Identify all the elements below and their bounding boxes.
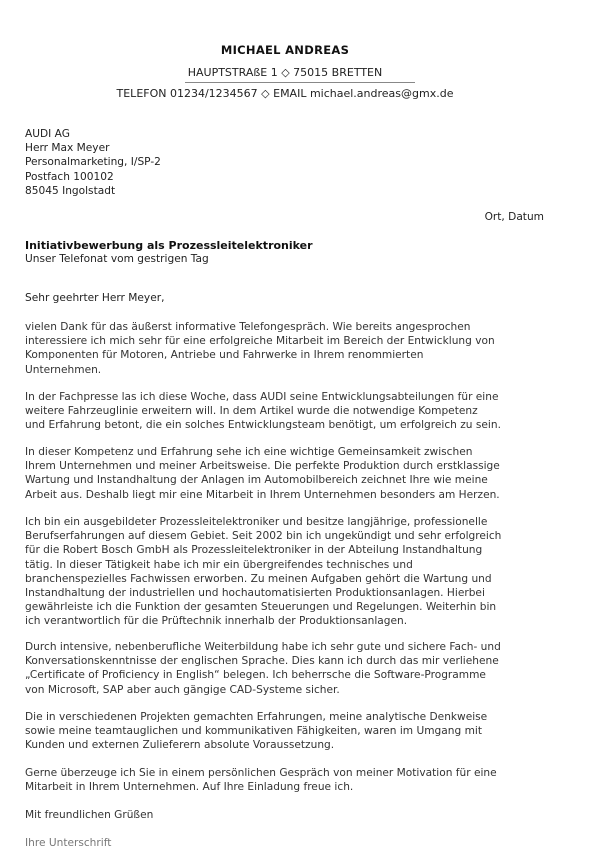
paragraph-line: Arbeit aus. Deshalb liegt mir eine Mitarbeit in Ihrem Unternehmen besonders am Herzen.: [25, 488, 500, 501]
paragraph-line: gewährleiste ich die Funktion der gesamten Steuerungen und Regelungen. Weiterhin bin: [25, 601, 497, 614]
place-date: Ort, Datum: [484, 211, 544, 223]
paragraph-line: vielen Dank für das äußerst informative Telefongespräch. Wie bereits angesprochen: [25, 321, 471, 333]
paragraph-3: [25, 445, 545, 502]
recipient-department: Personalmarketing, I/SP-2: [25, 156, 161, 169]
paragraph-line: Konversationskenntnisse der englischen Sprache. Dies kann ich durch das mir verliehene: [25, 655, 499, 668]
paragraph-line: In dieser Kompetenz und Erfahrung sehe ich eine wichtige Gemeinsamkeit zwischen: [25, 446, 473, 458]
paragraph-line: Berufserfahrungen auf diesem Gebiet. Seit 2002 bin ich ungekündigt und sehr erfolgreich: [25, 530, 502, 543]
sender-contact: TELEFON 01234/1234567 ◇ EMAIL michael.andreas@gmx.de: [116, 87, 454, 100]
recipient-company: AUDI AG: [25, 128, 70, 140]
letter-reference: Unser Telefonat vom gestrigen Tag: [25, 253, 209, 265]
paragraph-line: weitere Fahrzeuglinie erweitern will. In dem Artikel wurde die notwendige Kompetenz: [25, 405, 478, 418]
closing-phrase: Mit freundlichen Grüßen: [25, 809, 154, 821]
paragraph-line: Durch intensive, nebenberufliche Weiterbildung habe ich sehr gute und sichere Fach- und: [25, 641, 501, 653]
salutation: Sehr geehrter Herr Meyer,: [25, 292, 165, 304]
paragraph-line: „Certificate of Proficiency in English“ belegen. Ich beherrsche die Software-Programme: [25, 669, 486, 682]
paragraph-6: [25, 710, 545, 753]
paragraph-line: Mitarbeit in Ihrem Unternehmen. Auf Ihre Einladung freue ich.: [25, 781, 354, 794]
recipient-postbox: Postfach 100102: [25, 170, 114, 183]
paragraph-line: von Microsoft, SAP aber auch gängige CAD-Systeme sicher.: [25, 683, 340, 696]
paragraph-line: In der Fachpresse las ich diese Woche, dass AUDI seine Entwicklungsabteilungen für eine: [25, 391, 499, 403]
recipient-city: 85045 Ingolstadt: [25, 184, 116, 197]
letter-subject: Initiativbewerbung als Prozessleitelektroniker: [25, 239, 313, 252]
paragraph-1: [25, 320, 545, 377]
signature-placeholder: Ihre Unterschrift: [25, 837, 112, 849]
paragraph-line: Unternehmen.: [25, 363, 102, 376]
sender-address: HAUPTSTRAßE 1 ◇ 75015 BRETTEN: [187, 66, 383, 79]
paragraph-line: für die Robert Bosch GmbH als Prozessleitelektroniker in der Abteilung Instandhaltung: [25, 544, 483, 557]
recipient-block: [25, 127, 161, 198]
paragraph-line: Gerne überzeuge ich Sie in einem persönlichen Gespräch von meiner Motivation für eine: [25, 767, 497, 779]
paragraph-line: sowie meine teamtauglichen und kommunikativen Fähigkeiten, waren im Umgang mit: [25, 725, 482, 738]
paragraph-line: ich verantwortlich für die Prüftechnik innerhalb der Produktionsanlagen.: [25, 615, 408, 628]
paragraph-line: Ich bin ein ausgebildeter Prozessleitelektroniker und besitze langjährige, professionelle: [25, 516, 488, 528]
paragraph-5: [25, 640, 545, 697]
paragraph-line: Ihrem Unternehmen und meiner Arbeitsweise. Die perfekte Produktion durch erstklassige: [25, 460, 500, 473]
paragraph-line: tätig. In dieser Tätigkeit habe ich mir ein übergreifendes technisches und: [25, 558, 413, 571]
paragraph-7: [25, 766, 545, 794]
paragraph-line: Kunden und externen Zulieferern absolute Voraussetzung.: [25, 739, 335, 752]
recipient-person: Herr Max Meyer: [25, 142, 110, 155]
paragraph-line: branchenspezielles Fachwissen erworben. Zu meinen Aufgaben gehört die Wartung und: [25, 572, 492, 585]
paragraph-2: [25, 390, 545, 433]
paragraph-line: und Erfahrung betont, die ein solches Entwicklungsteam benötigt, um erfolgreich zu sein.: [25, 419, 501, 432]
paragraph-line: Wartung und Instandhaltung der Anlagen im Automobilbereich zeichnet Ihre wie meine: [25, 474, 488, 487]
header-divider: [185, 82, 415, 83]
sender-name: MICHAEL ANDREAS: [220, 43, 350, 57]
paragraph-line: Instandhaltung der industriellen und hochautomatisierten Produktionsanlagen. Hierbei: [25, 587, 485, 600]
paragraph-4: [25, 515, 545, 629]
paragraph-line: Die in verschiedenen Projekten gemachten Erfahrungen, meine analytische Denkweise: [25, 711, 488, 723]
paragraph-line: interessiere ich mich sehr für eine erfolgreiche Mitarbeit im Bereich der Entwicklung von: [25, 335, 495, 348]
paragraph-line: Komponenten für Motoren, Antriebe und Fahrwerke in Ihrem renommierten: [25, 349, 424, 362]
